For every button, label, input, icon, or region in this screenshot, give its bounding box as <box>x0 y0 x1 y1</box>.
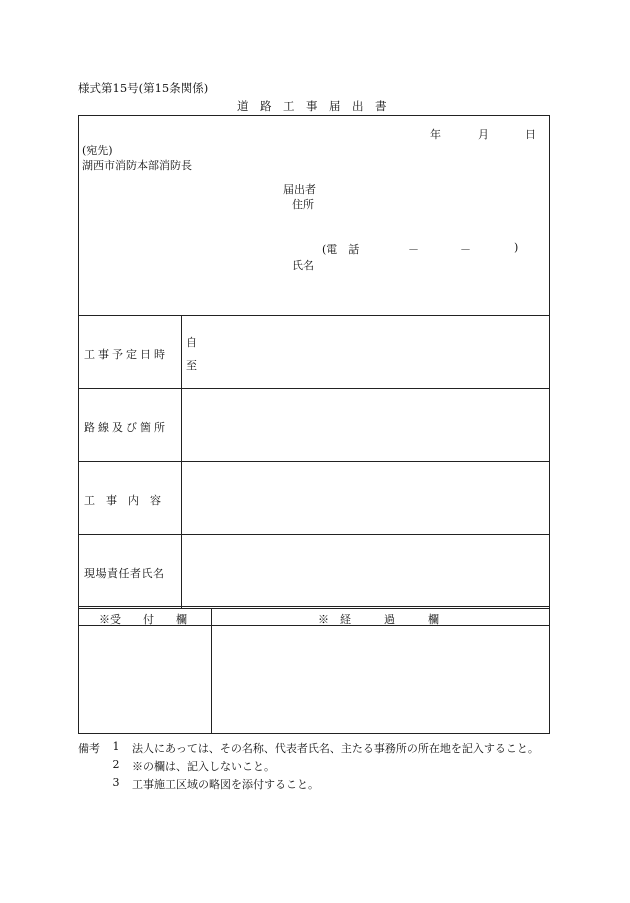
row-divider-4b <box>78 608 550 609</box>
note-2-text: ※の欄は、記入しないこと。 <box>132 760 275 773</box>
progress-header: ※ 経 過 欄 <box>318 613 439 626</box>
row-label-schedule: 工事予定日時 <box>84 348 168 361</box>
address-label: 住所 <box>292 198 314 211</box>
phone-dash-2: － <box>460 243 471 256</box>
row-label-supervisor: 現場責任者氏名 <box>84 567 165 580</box>
phone-open-label: (電 話 <box>322 243 360 256</box>
note-3-number: 3 <box>112 776 120 789</box>
name-label: 氏名 <box>292 259 314 272</box>
phone-dash-1: － <box>408 243 419 256</box>
date-year-label: 年 <box>430 128 441 141</box>
note-1-number: 1 <box>112 740 120 753</box>
schedule-to-label: 至 <box>186 359 197 372</box>
applicant-label: 届出者 <box>283 183 316 196</box>
document-title: 道 路 工 事 届 出 書 <box>237 99 387 113</box>
addressee-prefix: (宛先) <box>82 144 113 157</box>
note-3-text: 工事施工区域の略図を添付すること。 <box>132 778 319 791</box>
note-2-number: 2 <box>112 758 120 771</box>
row-label-content: 工 事 内 容 <box>84 494 161 507</box>
row-label-route: 路線及び箇所 <box>84 421 168 434</box>
phone-close-label: ) <box>514 241 519 254</box>
addressee-name: 湖西市消防本部消防長 <box>82 159 192 172</box>
notes-label: 備考 <box>78 742 100 755</box>
row-divider-4a <box>78 606 550 607</box>
date-month-label: 月 <box>478 128 489 141</box>
row-divider-3 <box>78 534 550 535</box>
reception-header: ※受 付 欄 <box>99 613 187 626</box>
form-number: 様式第15号(第15条関係) <box>78 81 209 95</box>
schedule-from-label: 自 <box>186 336 197 349</box>
note-1-text: 法人にあっては、その名称、代表者氏名、主たる事務所の所在地を記入すること。 <box>132 742 539 755</box>
row-divider-2 <box>78 461 550 462</box>
date-day-label: 日 <box>525 128 536 141</box>
label-column-divider <box>181 315 182 608</box>
reception-column-divider <box>211 608 212 734</box>
row-divider-1 <box>78 388 550 389</box>
row-divider-top <box>78 315 550 316</box>
